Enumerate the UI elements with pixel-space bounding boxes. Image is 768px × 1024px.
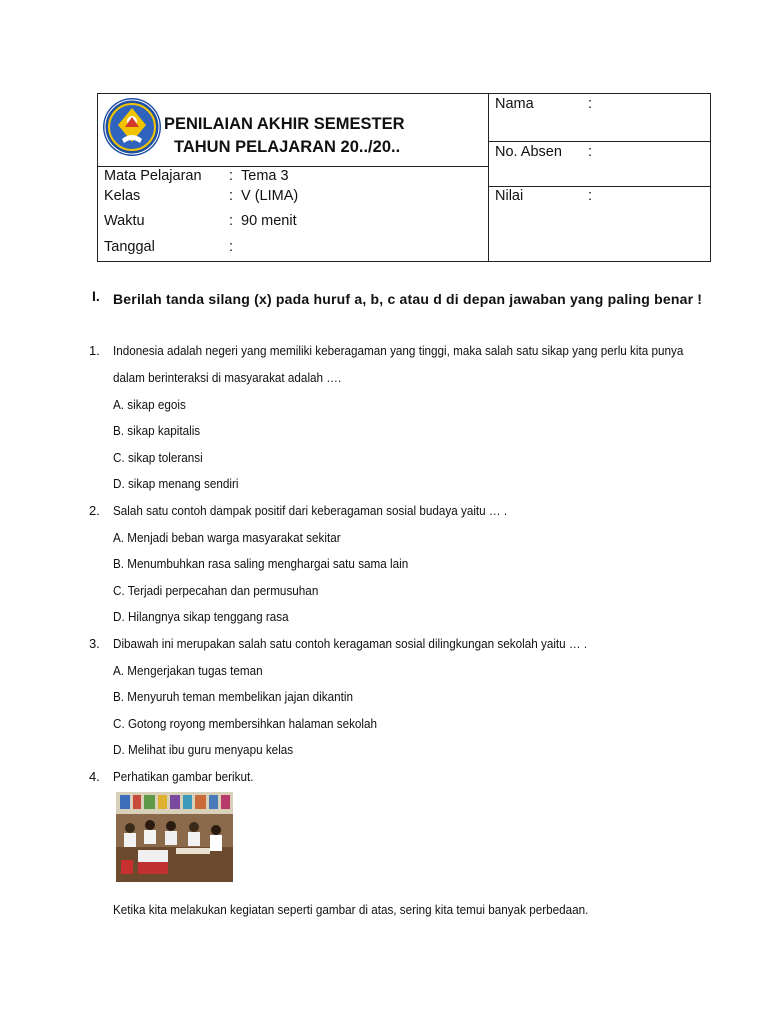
question-text: Indonesia adalah negeri yang memiliki keberagaman yang tinggi, maka salah satu sikap yang perlu kita punya dalam berinteraksi di masyarakat adalah …. [113, 343, 684, 385]
section-number: I. [92, 288, 100, 304]
info-label-subject: Mata Pelajaran [104, 168, 202, 184]
answer-option[interactable]: B. Menyuruh teman membelikan jajan dikantin [113, 689, 353, 704]
info-value-subject: Tema 3 [241, 168, 289, 184]
field-label-absen: No. Absen [495, 144, 562, 160]
field-colon-score[interactable]: : [588, 188, 593, 204]
info-colon: : [229, 168, 234, 184]
info-label-time: Waktu [104, 213, 145, 229]
field-label-score: Nilai [495, 188, 524, 204]
exam-title: PENILAIAN AKHIR SEMESTER [164, 115, 405, 133]
question-number: 1. [89, 343, 100, 358]
info-label-class: Kelas [104, 188, 141, 204]
answer-option[interactable]: B. sikap kapitalis [113, 423, 201, 438]
section-instruction: Berilah tanda silang (x) pada huruf a, b, c atau d di depan jawaban yang paling benar ! [113, 291, 703, 307]
question-number: 3. [89, 636, 100, 651]
info-colon: : [229, 188, 234, 204]
answer-option[interactable]: A. Menjadi beban warga masyarakat sekitar [113, 530, 341, 545]
field-label-name: Nama [495, 96, 534, 112]
info-value-time: 90 menit [241, 213, 297, 229]
info-colon: : [229, 239, 234, 255]
answer-option[interactable]: D. sikap menang sendiri [113, 476, 239, 491]
divider-vertical [488, 94, 489, 261]
answer-option[interactable]: A. Mengerjakan tugas teman [113, 663, 263, 678]
divider-left-horizontal [98, 166, 488, 167]
field-colon-absen[interactable]: : [588, 144, 593, 160]
answer-option[interactable]: C. Terjadi perpecahan dan permusuhan [113, 583, 319, 598]
exam-year: TAHUN PELAJARAN 20../20.. [174, 138, 401, 156]
info-value-class: V (LIMA) [241, 188, 299, 204]
question-text: Perhatikan gambar berikut. [113, 769, 254, 784]
tut-wuri-handayani-logo-icon [102, 97, 162, 157]
question-number: 2. [89, 503, 100, 518]
exam-header-table [97, 93, 711, 262]
answer-option[interactable]: A. sikap egois [113, 397, 186, 412]
field-colon-name[interactable]: : [588, 96, 593, 112]
divider-right-horizontal-1 [488, 141, 710, 142]
answer-option[interactable]: C. Gotong royong membersihkan halaman sekolah [113, 716, 378, 731]
answer-option[interactable]: D. Melihat ibu guru menyapu kelas [113, 742, 294, 757]
question-caption: Ketika kita melakukan kegiatan seperti gambar di atas, sering kita temui banyak perbedaan. [113, 902, 589, 917]
answer-option[interactable]: B. Menumbuhkan rasa saling menghargai satu sama lain [113, 556, 409, 571]
answer-option[interactable]: C. sikap toleransi [113, 450, 203, 465]
question-text: Dibawah ini merupakan salah satu contoh keragaman sosial dilingkungan sekolah yaitu … . [113, 636, 588, 651]
question-text: Salah satu contoh dampak positif dari keberagaman sosial budaya yaitu … . [113, 503, 508, 518]
info-colon: : [229, 213, 234, 229]
info-label-date: Tanggal [104, 239, 155, 255]
question-number: 4. [89, 769, 100, 784]
answer-option[interactable]: D. Hilangnya sikap tenggang rasa [113, 609, 289, 624]
classroom-photo [116, 792, 233, 882]
divider-right-horizontal-2 [488, 186, 710, 187]
